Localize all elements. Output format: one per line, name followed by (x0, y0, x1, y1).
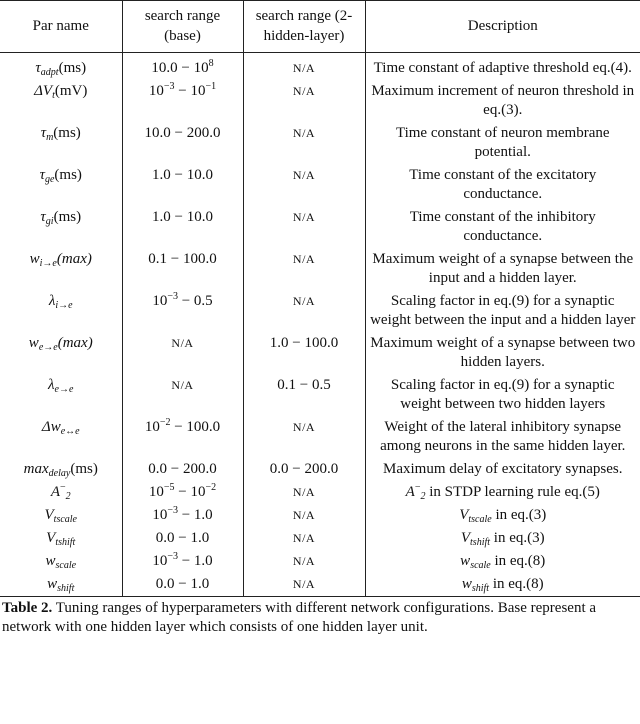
two-hidden-range-cell (243, 481, 365, 504)
description-segment: V (459, 507, 469, 523)
two-hidden-range-cell (243, 374, 365, 416)
two-hidden-range-cell (243, 550, 365, 573)
description-segment: Time constant of neuron membrane potential. (395, 125, 610, 160)
par-name-segment: i (50, 216, 54, 227)
description-segment: Maximum increment of neuron threshold in eq.(3). (371, 83, 635, 118)
base-range-cell (122, 481, 243, 504)
base-range-segment: 10 (152, 293, 168, 309)
par-name-segment: − (60, 482, 66, 493)
base-range-segment: −3 (167, 551, 178, 562)
par-name-segment: t (52, 90, 55, 101)
description-cell (365, 206, 640, 248)
two-hidden-range-segment: N/A (292, 508, 316, 522)
base-range-segment: 0.0 − 1.0 (155, 530, 210, 546)
description-cell (365, 481, 640, 504)
two-hidden-range-cell (243, 332, 365, 374)
par-name-segment: V (46, 530, 56, 546)
description-segment: in eq.(8) (490, 553, 546, 569)
two-hidden-range-segment: N/A (292, 554, 316, 568)
par-name-cell (0, 504, 122, 527)
description-cell (365, 290, 640, 332)
two-hidden-range-cell (243, 416, 365, 458)
base-range-segment: − 0.5 (177, 293, 213, 309)
par-name-segment: scale (55, 560, 77, 571)
par-name-segment: (ms) (58, 60, 87, 76)
two-hidden-range-segment: N/A (292, 577, 316, 591)
par-name-segment: i→e (55, 300, 73, 311)
table-row (0, 206, 640, 248)
table-body (0, 53, 640, 597)
base-range-cell (122, 53, 243, 81)
base-range-cell (122, 527, 243, 550)
par-name-segment: τ (35, 60, 41, 76)
table-row (0, 504, 640, 527)
table-row (0, 416, 640, 458)
par-name-cell (0, 206, 122, 248)
two-hidden-range-segment: N/A (292, 84, 316, 98)
description-cell (365, 458, 640, 481)
description-cell (365, 573, 640, 597)
two-hidden-range-segment: N/A (292, 420, 316, 434)
two-hidden-range-cell (243, 248, 365, 290)
base-range-cell (122, 332, 243, 374)
base-range-cell (122, 550, 243, 573)
par-name-segment: w (28, 335, 39, 351)
two-hidden-range-segment: N/A (292, 210, 316, 224)
two-hidden-range-segment: N/A (292, 294, 316, 308)
description-segment: Time constant of adaptive threshold eq.(4). (373, 60, 632, 76)
base-range-segment: N/A (171, 336, 194, 350)
par-name-segment: shift (57, 583, 75, 594)
table-row (0, 122, 640, 164)
table-row (0, 550, 640, 573)
header-par-name: Par name (0, 1, 122, 53)
description-cell (365, 248, 640, 290)
two-hidden-range-cell (243, 53, 365, 81)
table-row (0, 332, 640, 374)
par-name-segment: ΔV (34, 83, 53, 99)
par-name-cell (0, 481, 122, 504)
description-segment: A (405, 484, 415, 500)
base-range-segment: − 10 (174, 484, 206, 500)
description-segment: w (460, 553, 471, 569)
par-name-segment: τ (40, 125, 47, 141)
two-hidden-range-cell (243, 290, 365, 332)
base-range-segment: 0.0 − 1.0 (155, 576, 210, 592)
par-name-segment: g (44, 174, 50, 185)
base-range-cell (122, 290, 243, 332)
table-row (0, 248, 640, 290)
base-range-cell (122, 80, 243, 122)
base-range-segment: − 10 (174, 83, 206, 99)
table-row (0, 374, 640, 416)
par-name-segment: max (23, 461, 49, 477)
description-cell (365, 550, 640, 573)
par-name-cell (0, 164, 122, 206)
base-range-segment: 0.0 − 200.0 (148, 461, 217, 477)
base-range-segment: 10 (144, 419, 160, 435)
base-range-segment: 10 (148, 484, 164, 500)
par-name-segment: Δw (41, 419, 61, 435)
base-range-segment: N/A (171, 378, 194, 392)
base-range-cell (122, 504, 243, 527)
base-range-segment: − 1.0 (177, 553, 213, 569)
par-name-segment: m (46, 132, 54, 143)
par-name-segment: V (44, 507, 54, 523)
two-hidden-range-cell (243, 458, 365, 481)
par-name-segment: (ms) (70, 461, 98, 477)
base-range-cell (122, 374, 243, 416)
par-name-cell (0, 458, 122, 481)
par-name-segment: (max) (57, 335, 93, 351)
two-hidden-range-cell (243, 504, 365, 527)
description-segment: in eq.(3) (491, 507, 547, 523)
two-hidden-range-cell (243, 164, 365, 206)
par-name-cell (0, 573, 122, 597)
par-name-segment: λ (48, 293, 56, 309)
two-hidden-range-cell (243, 206, 365, 248)
description-segment: − (414, 482, 421, 493)
description-segment: Weight of the lateral inhibitory synapse among neurons in the same hidden layer. (380, 419, 626, 454)
header-search-range-2-hidden: search range (2-hidden-layer) (243, 1, 365, 53)
description-segment: Maximum delay of excitatory synapses. (382, 461, 623, 477)
base-range-segment: 10.0 − 10 (151, 60, 209, 76)
base-range-segment: −2 (159, 417, 171, 428)
base-range-cell (122, 122, 243, 164)
description-segment: in eq.(8) (489, 576, 544, 592)
description-segment: shift (471, 583, 490, 594)
base-range-segment: −2 (205, 482, 217, 493)
base-range-segment: −3 (167, 505, 178, 516)
par-name-cell (0, 80, 122, 122)
description-cell (365, 332, 640, 374)
description-cell (365, 504, 640, 527)
table-row (0, 290, 640, 332)
par-name-segment: A (50, 484, 61, 500)
base-range-segment: −5 (163, 482, 175, 493)
base-range-segment: −1 (205, 81, 217, 92)
two-hidden-range-cell (243, 80, 365, 122)
header-search-range-base: search range (base) (122, 1, 243, 53)
par-name-segment: e↔e (60, 426, 80, 437)
par-name-segment: tshift (55, 537, 76, 548)
par-name-segment: w (47, 576, 58, 592)
description-segment: Scaling factor in eq.(9) for a synaptic weight between two hidden layers (390, 377, 615, 412)
description-segment: Time constant of the inhibitory conductance. (409, 209, 596, 244)
table-row (0, 53, 640, 81)
caption-text: Tuning ranges of hyperparameters with different network configurations. Base represent a network with one hidden layer which consists of one hidden layer unit. (2, 600, 597, 635)
table-row (0, 573, 640, 597)
two-hidden-range-cell (243, 122, 365, 164)
par-name-segment: e (49, 174, 55, 185)
description-segment: Scaling factor in eq.(9) for a synaptic weight between the input and a hidden layer (370, 293, 636, 328)
two-hidden-range-segment: 0.0 − 200.0 (269, 461, 339, 477)
header-row (0, 1, 640, 53)
description-segment: 2 (420, 491, 426, 502)
par-name-segment: τ (39, 167, 45, 183)
par-name-segment: g (45, 216, 51, 227)
base-range-segment: 1.0 − 10.0 (152, 209, 213, 225)
two-hidden-range-segment: 0.1 − 0.5 (277, 377, 331, 393)
par-name-segment: w (29, 251, 40, 267)
table-row (0, 164, 640, 206)
table-row (0, 527, 640, 550)
two-hidden-range-segment: N/A (292, 485, 316, 499)
par-name-cell (0, 248, 122, 290)
base-range-cell (122, 458, 243, 481)
par-name-segment: τ (40, 209, 46, 225)
table-row (0, 481, 640, 504)
table-caption (0, 597, 640, 637)
par-name-segment: (mV) (54, 83, 88, 99)
base-range-segment: − 100.0 (170, 419, 221, 435)
par-name-cell (0, 332, 122, 374)
par-name-segment: λ (48, 377, 55, 393)
description-segment: Time constant of the excitatory conductance. (409, 167, 597, 202)
description-cell (365, 416, 640, 458)
par-name-segment: (ms) (54, 167, 82, 183)
description-segment: in STDP learning rule eq.(5) (425, 484, 600, 500)
base-range-cell (122, 248, 243, 290)
base-range-segment: −3 (163, 81, 175, 92)
par-name-segment: (ms) (53, 125, 81, 141)
description-segment: scale (470, 560, 491, 571)
description-segment: in eq.(3) (490, 530, 545, 546)
description-segment: tscale (468, 514, 492, 525)
description-segment: Maximum weight of a synapse between the input and a hidden layer. (372, 251, 634, 286)
par-name-segment: i→e (39, 258, 57, 269)
par-name-cell (0, 416, 122, 458)
base-range-segment: 1.0 − 10.0 (152, 167, 213, 183)
par-name-segment: adpt (40, 67, 59, 78)
par-name-segment: tscale (53, 514, 77, 525)
table-row (0, 458, 640, 481)
base-range-segment: 10.0 − 200.0 (144, 125, 221, 141)
base-range-cell (122, 164, 243, 206)
description-cell (365, 374, 640, 416)
two-hidden-range-segment: N/A (292, 61, 316, 75)
base-range-segment: 10 (152, 507, 168, 523)
par-name-cell (0, 527, 122, 550)
two-hidden-range-segment: N/A (292, 252, 316, 266)
two-hidden-range-cell (243, 573, 365, 597)
two-hidden-range-segment: N/A (292, 168, 316, 182)
two-hidden-range-cell (243, 527, 365, 550)
caption-label: Table 2. (2, 600, 53, 616)
header-description: Description (365, 1, 640, 53)
two-hidden-range-segment: N/A (292, 126, 316, 140)
base-range-cell (122, 206, 243, 248)
description-cell (365, 527, 640, 550)
base-range-segment: 0.1 − 100.0 (148, 251, 217, 267)
par-name-segment: e→e (38, 342, 58, 353)
description-cell (365, 122, 640, 164)
description-segment: w (461, 576, 472, 592)
description-segment: V (460, 530, 471, 546)
description-cell (365, 53, 640, 81)
description-cell (365, 164, 640, 206)
base-range-cell (122, 573, 243, 597)
description-segment: tshift (470, 537, 491, 548)
description-segment: Maximum weight of a synapse between two hidden layers. (370, 335, 636, 370)
par-name-cell (0, 53, 122, 81)
base-range-segment: −3 (167, 291, 178, 302)
par-name-segment: (max) (56, 251, 92, 267)
par-name-segment: e→e (54, 384, 74, 395)
base-range-segment: 8 (208, 58, 214, 69)
par-name-segment: 2 (65, 491, 71, 502)
par-name-cell (0, 122, 122, 164)
par-name-segment: w (45, 553, 56, 569)
base-range-segment: 10 (152, 553, 168, 569)
par-name-cell (0, 550, 122, 573)
par-name-segment: delay (48, 468, 71, 479)
base-range-segment: − 1.0 (177, 507, 213, 523)
par-name-cell (0, 290, 122, 332)
two-hidden-range-segment: N/A (292, 531, 316, 545)
two-hidden-range-segment: 1.0 − 100.0 (269, 335, 339, 351)
par-name-cell (0, 374, 122, 416)
par-name-segment: (ms) (53, 209, 82, 225)
table-row (0, 80, 640, 122)
base-range-cell (122, 416, 243, 458)
description-cell (365, 80, 640, 122)
base-range-segment: 10 (148, 83, 164, 99)
